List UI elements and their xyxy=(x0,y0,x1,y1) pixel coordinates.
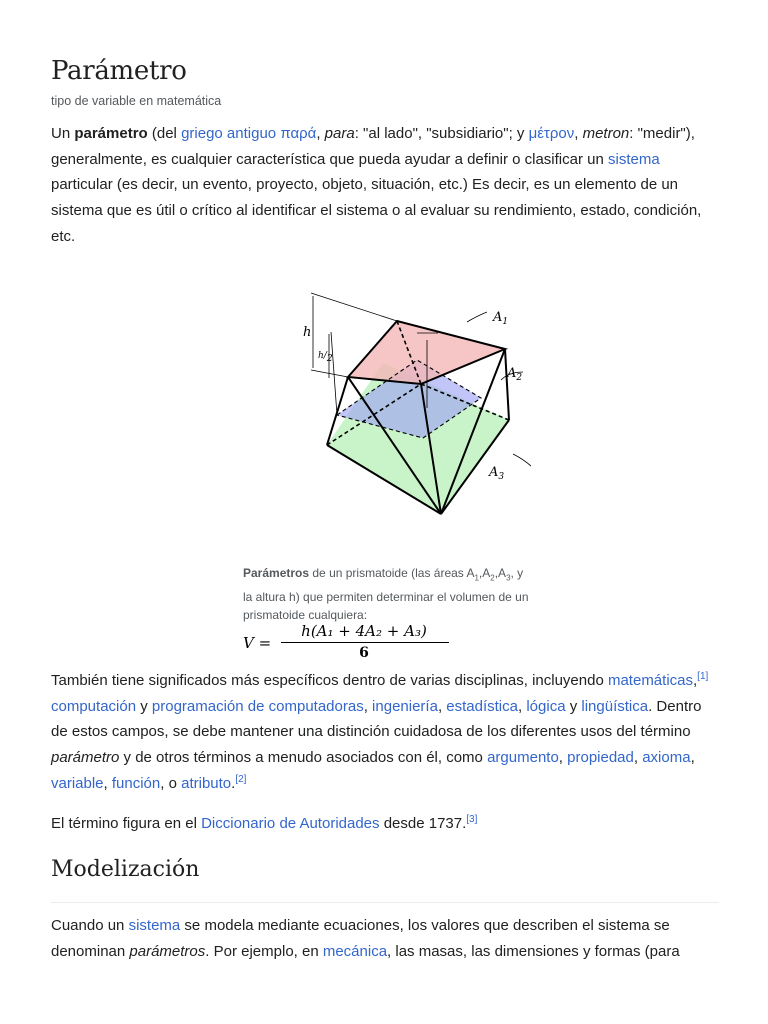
fraction-bar xyxy=(281,642,449,643)
subscript: 3 xyxy=(506,573,511,583)
text: , xyxy=(558,749,568,767)
subscript: 2 xyxy=(490,573,495,583)
text: , xyxy=(574,125,583,142)
link-estadistica[interactable]: estadística xyxy=(446,697,518,715)
link-mecanica[interactable]: mecánica xyxy=(322,942,388,960)
paragraph-disciplines xyxy=(51,668,719,797)
text: desde 1737. xyxy=(379,815,467,832)
subscript: 1 xyxy=(474,573,479,583)
paragraph-modelizacion xyxy=(51,913,719,964)
reference-3[interactable]: [3] xyxy=(466,814,478,825)
text: , xyxy=(693,672,698,689)
text: y de otros términos a menudo asociados con él, como xyxy=(119,749,488,767)
label-a3: $A_3$ xyxy=(489,465,505,482)
text: , o xyxy=(160,774,182,792)
figure-caption xyxy=(243,564,533,625)
label-a2: $A_2$ xyxy=(507,366,523,383)
reference-1[interactable]: [1] xyxy=(697,671,709,682)
link-atributo[interactable]: atributo xyxy=(181,774,232,792)
page-subtitle: tipo de variable en matemática xyxy=(51,94,222,108)
text: El término figura en el xyxy=(51,815,202,832)
link-programacion[interactable]: programación de computadoras xyxy=(151,697,364,715)
label-h: h xyxy=(303,325,312,340)
link-para-greek[interactable]: παρά xyxy=(280,125,317,142)
section-heading-modelizacion[interactable]: Modelización xyxy=(51,857,200,882)
text: . xyxy=(231,774,236,792)
text: . Por ejemplo, en xyxy=(205,942,323,960)
italic-term: metron xyxy=(582,125,630,142)
link-funcion[interactable]: función xyxy=(111,774,161,792)
prismatoid-figure[interactable] xyxy=(241,288,531,533)
text: . Dentro de estos campos, se debe mantener una distinción cuidadosa de los diferentes usos del término xyxy=(51,697,702,741)
section-divider xyxy=(51,902,719,903)
formula-lhs: V = xyxy=(243,634,272,652)
text: particular (es decir, un evento, proyecto, objeto, situación, etc.) Es decir, es un elemento de un sistema que es útil o crítico al identificar el sistema o al evaluar su rendimiento, estado, condición, etc. xyxy=(51,176,702,245)
link-argumento[interactable]: argumento xyxy=(487,749,559,767)
text: Cuando un xyxy=(51,917,129,934)
text: , xyxy=(518,697,527,715)
link-linguistica[interactable]: lingüística xyxy=(581,697,649,715)
caption-bold: Parámetros xyxy=(243,566,310,580)
label-h-half: h/2 xyxy=(318,351,333,364)
label-a1: $A_1$ xyxy=(493,310,509,327)
link-axioma[interactable]: axioma xyxy=(642,749,691,767)
paragraph-diccionario xyxy=(51,811,719,837)
link-griego-antiguo[interactable]: griego antiguo xyxy=(181,125,277,142)
text: se modela mediante ecuaciones, los valores que describen el sistema se denominan xyxy=(51,917,670,960)
text: y xyxy=(136,697,152,715)
link-variable[interactable]: variable xyxy=(51,774,104,792)
text: ,A xyxy=(494,566,507,580)
text: ,A xyxy=(478,566,491,580)
link-logica[interactable]: lógica xyxy=(526,697,566,715)
link-sistema-2[interactable]: sistema xyxy=(128,917,181,934)
text: : "medir"), generalmente, es cualquier característica que pueda ayudar a definir o clasificar un xyxy=(51,125,695,168)
text: , xyxy=(103,774,112,792)
intro-paragraph xyxy=(51,121,719,250)
link-diccionario-autoridades[interactable]: Diccionario de Autoridades xyxy=(201,815,380,832)
formula-numerator: h(A₁ + 4A₂ + A₃) xyxy=(301,622,427,640)
area-a1 xyxy=(348,321,505,384)
text: , xyxy=(633,749,643,767)
bold-term: parámetro xyxy=(74,125,148,142)
text: , xyxy=(363,697,373,715)
text: y xyxy=(565,697,582,715)
link-sistema[interactable]: sistema xyxy=(608,150,660,168)
page-title: Parámetro xyxy=(51,56,187,86)
text: : "al lado", "subsidiario"; y xyxy=(354,125,529,142)
text: Un xyxy=(51,125,75,142)
text: , las masas, las dimensiones y formas (para xyxy=(387,942,680,960)
text: También tiene significados más específicos dentro de varias disciplinas, incluyendo xyxy=(51,672,608,689)
link-ingenieria[interactable]: ingeniería xyxy=(372,697,438,715)
link-metron-greek[interactable]: μέτρον xyxy=(528,125,575,142)
link-propiedad[interactable]: propiedad xyxy=(567,749,634,767)
volume-formula xyxy=(243,622,443,664)
formula-denominator: 6 xyxy=(359,645,369,661)
prismatoid-diagram xyxy=(241,288,531,528)
link-matematicas[interactable]: matemáticas xyxy=(607,672,693,689)
text: , xyxy=(690,749,695,767)
text: , xyxy=(316,125,325,142)
text: de un prismatoide (las áreas A xyxy=(309,566,475,580)
italic-term: parámetros xyxy=(129,942,206,960)
text: (del xyxy=(147,125,182,142)
italic-term: para xyxy=(324,125,355,142)
text: , xyxy=(437,697,447,715)
link-computacion[interactable]: computación xyxy=(51,697,137,715)
italic-term: parámetro xyxy=(51,749,120,767)
text: , y la altura h) que permiten determinar el volumen de un prismatoide cualquiera: xyxy=(243,566,529,623)
reference-2[interactable]: [2] xyxy=(235,773,247,785)
